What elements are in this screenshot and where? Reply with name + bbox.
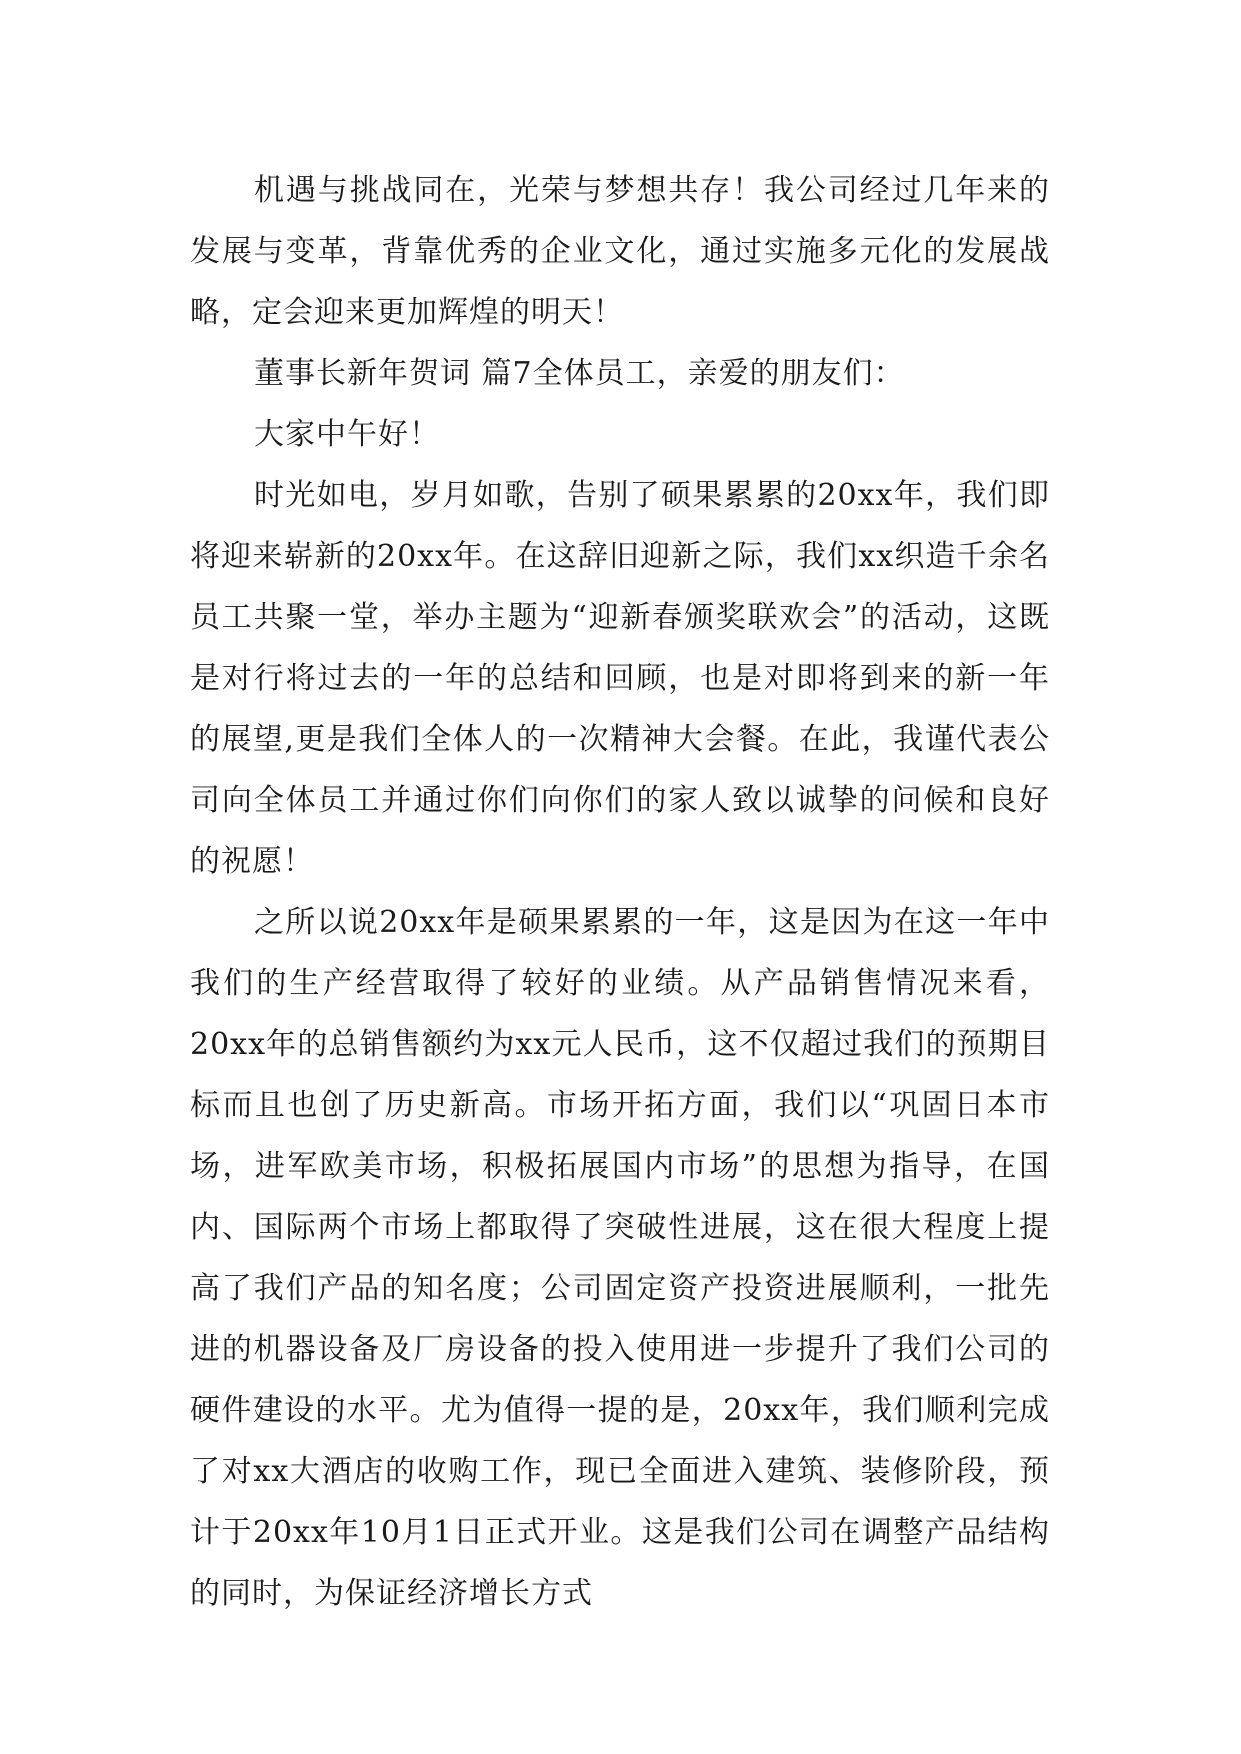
paragraph-salutation: 大家中午好！ bbox=[254, 417, 440, 452]
paragraph-new-year-event: 时光如电，岁月如歌，告别了硕果累累的20xx年，我们即将迎来崭新的20xx年。在这辞旧迎新之际，我们xx织造千余名员工共聚一堂，举办主题为“迎新春颁奖联欢会”的活动，这既是对行将过去的一年的总结和回顾，也是对即将到来的新一年的展望,更是我们全体人的一次精神大会餐。在此，我谨代表公司向全体员工并通过你们向你们的家人致以诚挚的问候和良好的祝愿！ bbox=[190, 478, 1050, 879]
document-body bbox=[190, 160, 1050, 1624]
paragraph-achievements: 之所以说20xx年是硕果累累的一年，这是因为在这一年中我们的生产经营取得了较好的业绩。从产品销售情况来看，20xx年的总销售额约为xx元人民币，这不仅超过我们的预期目标而且也创了历史新高。市场开拓方面，我们以“巩固日本市场，进军欧美市场，积极拓展国内市场”的思想为指导，在国内、国际两个市场上都取得了突破性进展，这在很大程度上提高了我们产品的知名度；公司固定资产投资进展顺利，一批先进的机器设备及厂房设备的投入使用进一步提升了我们公司的硬件建设的水平。尤为值得一提的是，20xx年，我们顺利完成了对xx大酒店的收购工作，现已全面进入建筑、装修阶段，预计于20xx年10月1日正式开业。这是我们公司在调整产品结构的同时，为保证经济增长方式 bbox=[190, 905, 1050, 1611]
paragraph-opportunity: 机遇与挑战同在，光荣与梦想共存！我公司经过几年来的发展与变革，背靠优秀的企业文化，通过实施多元化的发展战略，定会迎来更加辉煌的明天！ bbox=[190, 173, 1050, 330]
paragraph-greeting-heading: 董事长新年贺词 篇7全体员工，亲爱的朋友们： bbox=[254, 356, 905, 391]
